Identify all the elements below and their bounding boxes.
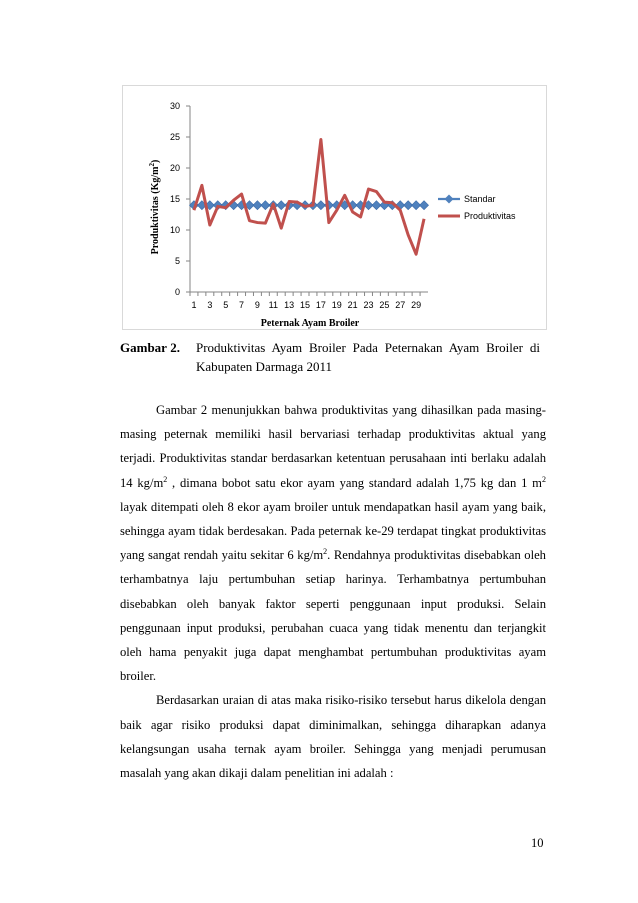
paragraph-2: Berdasarkan uraian di atas maka risiko-risiko tersebut harus dikelola dengan baik agar risiko produksi dapat diminimalkan, sehingga diharapkan adanya kelangsungan usaha ternak ayam broiler. Sehingga yang menjadi perumusan masalah yang akan dikaji dalam penelitian ini adalah : — [120, 693, 546, 781]
caption-label-word: Gambar — [120, 340, 167, 355]
paragraph-1: Gambar 2 menunjukkan bahwa produktivitas yang dihasilkan pada masing-masing peternak memiliki hasil bervariasi terhadap produktivitas aktual yang terjadi. Produktivitas standar berdasarkan ketentuan perusahaan inti berlaku adalah 14 $kg/m^2$ , dimana bobot satu ekor ayam yang standard adalah 1,75 kg dan 1 $m^2$ layak ditempati oleh 8 ekor ayam broiler untuk mendapatkan hasil ayam yang baik, sehingga ayam tidak berdesakan. Pada peternak ke-29 terdapat tingkat produktivitas yang sangat rendah yaitu sekitar 6 $kg/m^2$. Rendahnya produktivitas disebabkan oleh terhambatnya laju pertumbuhan setiap harinya. Terhambatnya pertumbuhan disebabkan oleh banyak faktor seperti penggunaan input produksi. Selain penggunaan input produksi, perubahan cuaca yang tidak menentu dan terjangkit oleh hama penyakit juga dapat menghambat pertumbuhan produktivitas ayam broiler. — [120, 403, 546, 684]
body-text — [120, 398, 546, 785]
x-tick-label: 11 — [268, 300, 278, 310]
x-tick-label: 17 — [315, 300, 326, 310]
y-tick-label: 15 — [169, 194, 180, 204]
x-axis-title: Peternak Ayam Broiler — [260, 318, 360, 329]
x-tick-label: 21 — [347, 300, 358, 310]
y-axis-title — [122, 85, 123, 86]
x-tick-label: 15 — [300, 300, 311, 310]
x-tick-label: 1 — [191, 300, 197, 310]
y-tick-label: 20 — [169, 163, 180, 173]
y-tick-label: 25 — [169, 132, 180, 142]
x-tick-label: 19 — [331, 300, 342, 310]
y-tick-label: 10 — [169, 225, 180, 235]
y-tick-label: 0 — [174, 287, 180, 297]
x-tick-label: 3 — [207, 300, 213, 310]
x-tick-label: 29 — [411, 300, 422, 310]
y-tick-label: 5 — [174, 256, 180, 266]
productivity-line-chart — [122, 85, 547, 330]
legend-label-standar: Standar — [464, 194, 496, 204]
caption-label-number: 2. — [170, 340, 180, 355]
y-tick-label: 30 — [169, 101, 180, 111]
x-tick-label: 9 — [254, 300, 260, 310]
caption-label — [120, 338, 196, 376]
x-tick-label: 5 — [223, 300, 229, 310]
y-axis-title-text: Produktivitas $(Kg/m^2)$ — [148, 159, 161, 255]
legend-label-produktivitas: Produktivitas — [464, 211, 516, 221]
caption-text: Produktivitas Ayam Broiler Pada Peternakan Ayam Broiler di Kabupaten Darmaga 2011 — [196, 340, 540, 374]
x-tick-label: 13 — [284, 300, 295, 310]
figure-caption — [120, 338, 540, 376]
x-tick-label: 7 — [239, 300, 245, 310]
x-tick-label: 25 — [379, 300, 390, 310]
x-tick-label: 27 — [395, 300, 406, 310]
page-number: 10 — [531, 836, 544, 850]
x-tick-label: 23 — [363, 300, 374, 310]
